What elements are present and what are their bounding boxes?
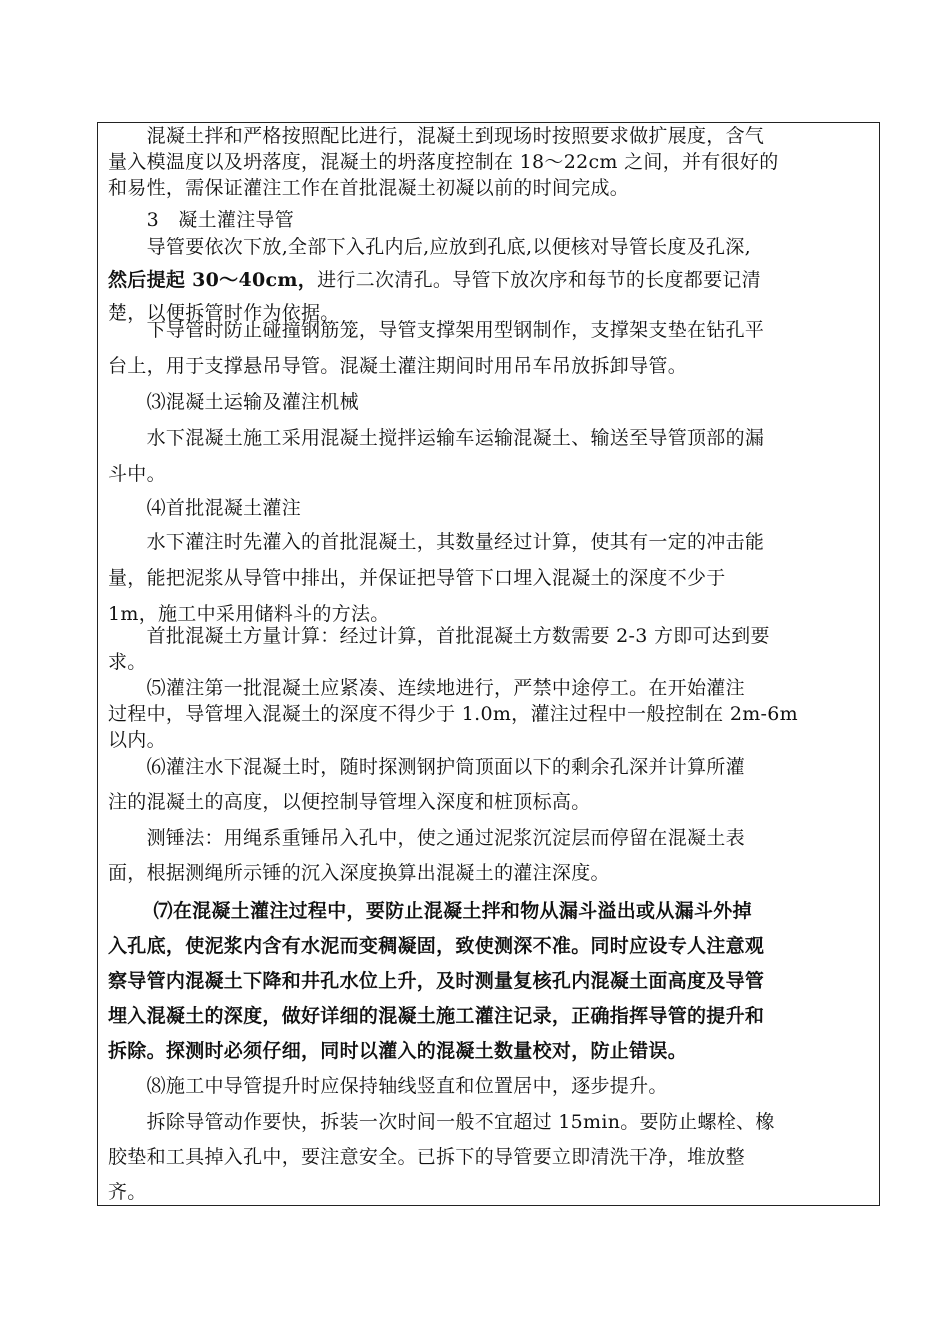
paragraph-pipe-lowering: 导管要依次下放,全部下入孔内后,应放到孔底,以便核对导管长度及孔深, 然后提起 30～40cm，进行二次清孔。导管下放次序和每节的长度都要记清 楚，以便拆管时作为依据。 bbox=[108, 236, 761, 324]
section-heading-pipe: 3 凝土灌注导管 bbox=[108, 209, 295, 231]
section-heading-first-batch: ⑷首批混凝土灌注 bbox=[108, 497, 302, 519]
section-heading-transport: ⑶混凝土运输及灌注机械 bbox=[108, 391, 359, 413]
paragraph-first-batch: 水下灌注时先灌入的首批混凝土，其数量经过计算，使其有一定的冲击能 量，能把泥浆从导管中排出，并保证把导管下口埋入混凝土的深度不少于 1m，施工中采用储料斗的方法。 bbox=[108, 531, 765, 625]
paragraph-pipe-removal: 拆除导管动作要快，拆装一次时间一般不宜超过 15min。要防止螺栓、橡 胶垫和工具掉入孔中，要注意安全。已拆下的导管要立即清洗干净，堆放整 齐。 bbox=[108, 1111, 775, 1203]
paragraph-continuous-pour: ⑸灌注第一批混凝土应紧凑、连续地进行，严禁中途停工。在开始灌注 过程中，导管埋入混凝土的深度不得少于 1.0m，灌注过程中一般控制在 2m-6m 以内。 bbox=[108, 677, 798, 751]
paragraph-support-frame: 下导管时防止碰撞钢筋笼，导管支撑架用型钢制作，支撑架支垫在钻孔平 台上，用于支撑悬吊导管。混凝土灌注期间时用吊车吊放拆卸导管。 bbox=[108, 319, 765, 377]
paragraph-pour-precautions: ⑺在混凝土灌注过程中，要防止混凝土拌和物从漏斗溢出或从漏斗外掉 入孔底，使泥浆内含有水泥而变稠凝固，致使测深不准。同时应设专人注意观 察导管内混凝土下降和井孔水位上升，及时测量复核孔内混凝土面高度及导管 埋入混凝土的深度，做好详细的混凝土施工灌注记录，正确指挥导管的提升和 拆除。探测时必须仔细，同时以灌入的混凝土数量校对，防止错误。 bbox=[108, 900, 765, 1062]
paragraph-weight-method: 测锤法：用绳系重锤吊入孔中，使之通过泥浆沉淀层而停留在混凝土表 面，根据测绳所示锤的沉入深度换算出混凝土的灌注深度。 bbox=[108, 827, 745, 884]
paragraph-mix-requirements: 混凝土拌和严格按照配比进行，混凝土到现场时按照要求做扩展度，含气 量入模温度以及坍落度，混凝土的坍落度控制在 18～22cm 之间，并有很好的 和易性，需保证灌注工作在首批混凝土初凝以前的时间完成。 bbox=[108, 125, 779, 199]
paragraph-transport: 水下混凝土施工采用混凝土搅拌运输车运输混凝土、输送至导管顶部的漏 斗中。 bbox=[108, 427, 765, 485]
paragraph-volume-calc: 首批混凝土方量计算：经过计算，首批混凝土方数需要 2-3 方即可达到要 求。 bbox=[108, 625, 770, 673]
paragraph-depth-probing: ⑹灌注水下混凝土时，随时探测钢护筒顶面以下的剩余孔深并计算所灌 注的混凝土的高度，以便控制导管埋入深度和桩顶标高。 bbox=[108, 756, 745, 813]
section-heading-pipe-lifting: ⑻施工中导管提升时应保持轴线竖直和位置居中，逐步提升。 bbox=[108, 1075, 668, 1097]
